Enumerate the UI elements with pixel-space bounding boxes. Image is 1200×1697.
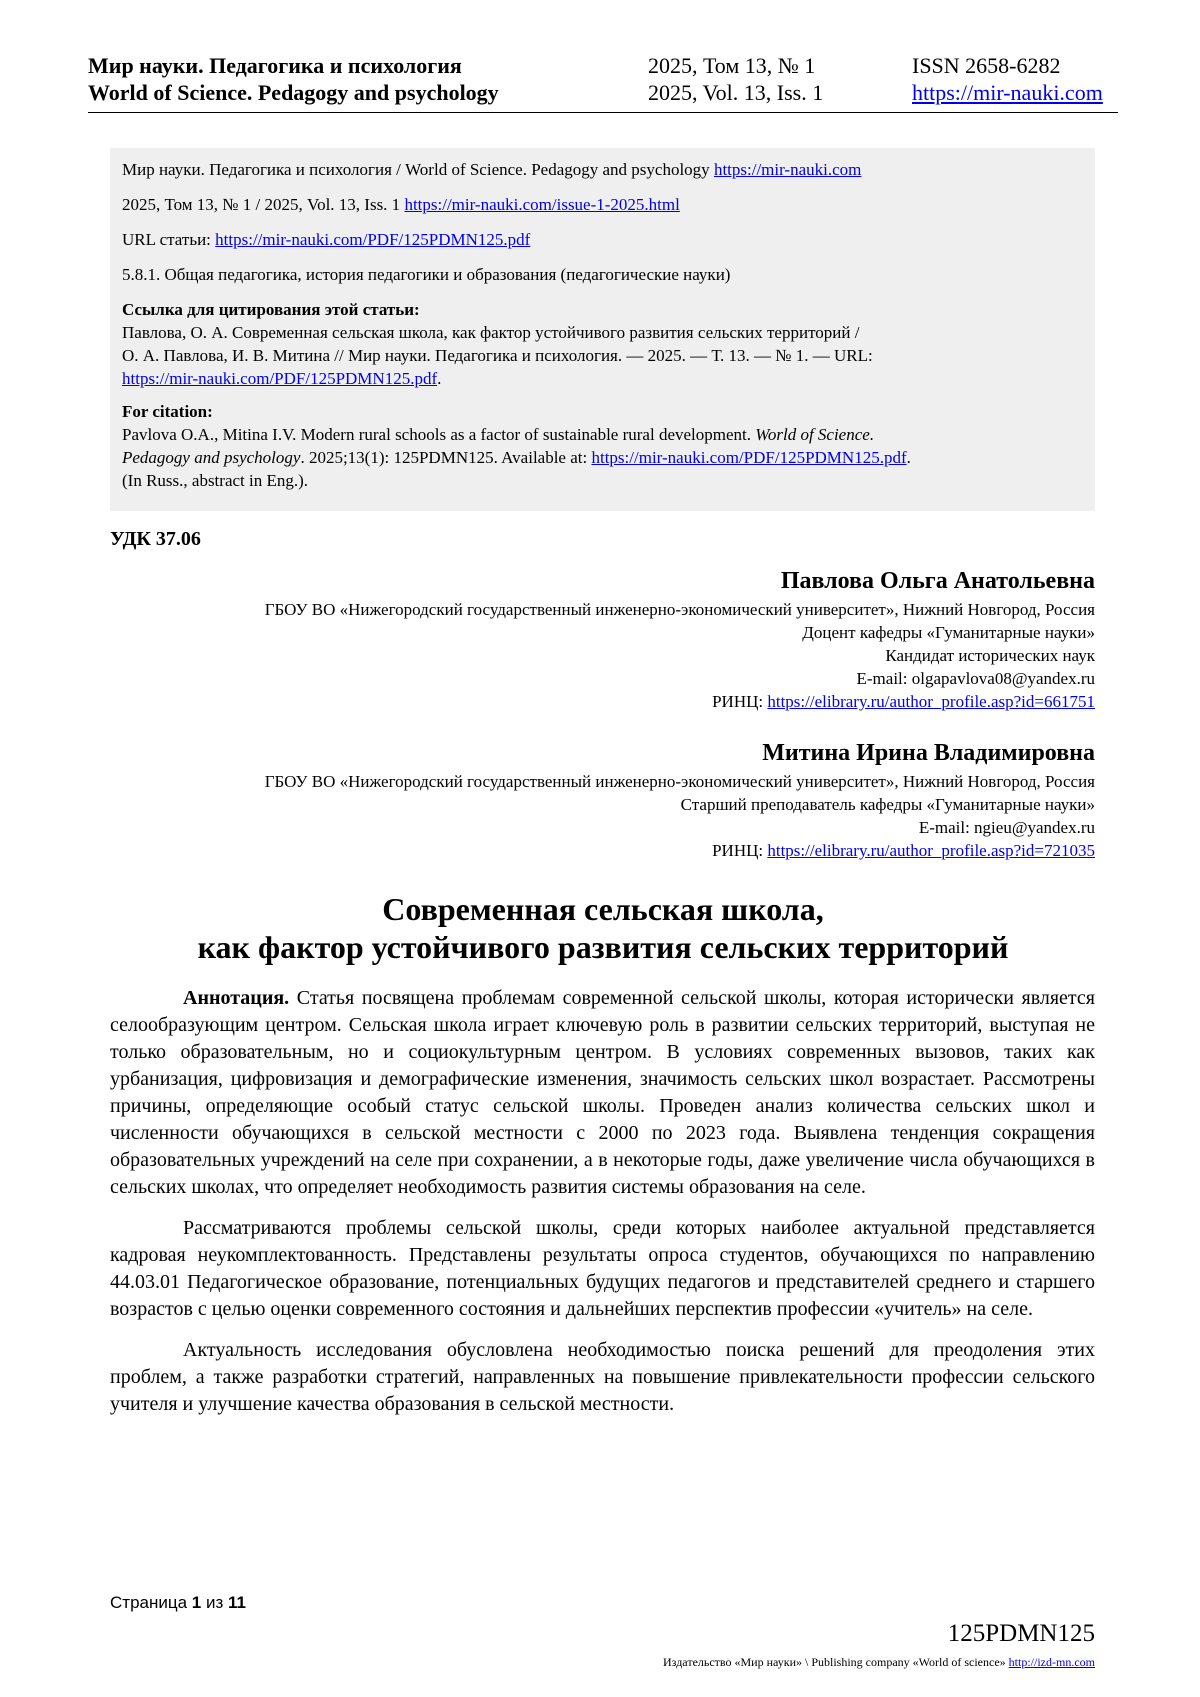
issue-en: 2025, Vol. 13, Iss. 1 — [648, 80, 824, 105]
author-degree: Кандидат исторических наук — [885, 646, 1095, 665]
info-issue: 2025, Том 13, № 1 / 2025, Vol. 13, Iss. 1 https://mir-nauki.com/issue-1-2025.html — [122, 195, 680, 214]
issue-link[interactable]: https://mir-nauki.com/issue-1-2025.html — [404, 195, 680, 214]
info-url: URL статьи: https://mir-nauki.com/PDF/125PDMN125.pdf — [122, 230, 531, 249]
author-org: ГБОУ ВО «Нижегородский государственный инженерно-экономический университет», Нижний Новгород, Россия — [264, 772, 1095, 791]
page-number: Страница 1 из 11 — [110, 1593, 246, 1612]
rinc-link[interactable]: https://elibrary.ru/author_profile.asp?id=721035 — [767, 841, 1095, 860]
journal-title-en: World of Science. Pedagogy and psychology — [88, 80, 499, 105]
author-name: Павлова Ольга Анатольевна — [780, 568, 1095, 594]
abstract-paragraph-1: Аннотация. Статья посвящена проблемам современной сельской школы, которая исторически является селообразующим центром. Сельская школа играет ключевую роль в развитии сельских территорий, выступая не только образовательным, но и социокультурным центром. В условиях современных вызовов, таких как урбанизация, цифровизация и демографические изменения, значимость сельских школ возрастает. Рассмотрены причины, определяющие особый статус сельской школы. Проведен анализ количества сельских школ и численности обучающихся в сельской местности с 2000 по 2023 года. Выявлена тенденция сокращения образовательных учреждений на селе при сохранении, а в некоторые годы, даже увеличение числа обучающихся в сельских школах, что определяет необходимость развития системы образования на селе. — [110, 987, 1095, 1198]
author-block-2 — [265, 738, 1095, 862]
author-rinc: РИНЦ: https://elibrary.ru/author_profile.asp?id=661751 — [712, 692, 1095, 711]
info-journal: Мир науки. Педагогика и психология / World of Science. Pedagogy and psychology https://mir-nauki.com — [122, 160, 862, 179]
article-url-link[interactable]: https://mir-nauki.com/PDF/125PDMN125.pdf — [215, 230, 531, 249]
author-email: E-mail: ngieu@yandex.ru — [918, 818, 1095, 837]
journal-title-ru: Мир науки. Педагогика и психология — [88, 53, 462, 78]
header-issue — [648, 52, 823, 106]
citation-en-link[interactable]: https://mir-nauki.com/PDF/125PDMN125.pdf — [591, 448, 907, 467]
site-link[interactable]: https://mir-nauki.com — [912, 80, 1103, 105]
article-info-box — [110, 148, 1095, 511]
author-position: Доцент кафедры «Гуманитарные науки» — [802, 623, 1095, 642]
citation-en: For citation: Pavlova O.A., Mitina I.V. Modern rural schools as a factor of sustainable rural development. World of Science. Pedagogy and psychology. 2025;13(1): 125PDMN125. Available at: https://mir-nauki.com/PDF/125PDMN125.pdf. (In Russ., abstract in Eng.). — [122, 400, 1083, 492]
citation-en-heading: For citation: — [122, 402, 213, 421]
publisher-link[interactable]: http://izd-mn.com — [1008, 1655, 1095, 1669]
citation-ru-heading: Ссылка для цитирования этой статьи: — [122, 300, 420, 319]
issn: ISSN 2658-6282 — [912, 53, 1061, 78]
journal-link[interactable]: https://mir-nauki.com — [713, 160, 862, 179]
publisher-line: Издательство «Мир науки» \ Publishing company «World of science» http://izd-mn.com — [663, 1655, 1095, 1669]
info-speciality: 5.8.1. Общая педагогика, история педагогики и образования (педагогические науки) — [122, 265, 731, 284]
rinc-link[interactable]: https://elibrary.ru/author_profile.asp?id=661751 — [767, 692, 1095, 711]
page-header — [88, 52, 1118, 113]
abstract-label: Аннотация. — [183, 987, 290, 1009]
udk-code: УДК 37.06 — [110, 528, 201, 550]
header-issn — [912, 52, 1103, 106]
citation-ru: Ссылка для цитирования этой статьи: Павлова, О. А. Современная сельская школа, как фактор устойчивого развития сельских территорий / О. А. Павлова, И. В. Митина // Мир науки. Педагогика и психология. — 2025. — Т. 13. — № 1. — URL: https://mir-nauki.com/PDF/125PDMN125.pdf. — [122, 298, 1083, 390]
abstract — [110, 985, 1095, 1432]
author-rinc: РИНЦ: https://elibrary.ru/author_profile.asp?id=721035 — [712, 841, 1095, 860]
author-position: Старший преподаватель кафедры «Гуманитарные науки» — [680, 795, 1095, 814]
author-email: E-mail: olgapavlova08@yandex.ru — [856, 669, 1095, 688]
author-org: ГБОУ ВО «Нижегородский государственный инженерно-экономический университет», Нижний Новгород, Россия — [264, 600, 1095, 619]
citation-ru-link[interactable]: https://mir-nauki.com/PDF/125PDMN125.pdf — [122, 369, 438, 388]
abstract-paragraph-2: Рассматриваются проблемы сельской школы, среди которых наиболее актуальной представляется кадровая неукомплектованность. Представлены результаты опроса студентов, обучающихся по направлению 44.03.01 Педагогическое образование, потенциальных будущих педагогов и представителей среднего и старшего возрастов с целью оценки современного состояния и дальнейших перспектив профессии «учитель» на селе. — [110, 1217, 1095, 1320]
header-journal — [88, 52, 499, 106]
issue-ru: 2025, Том 13, № 1 — [648, 53, 816, 78]
author-block-1 — [265, 566, 1095, 713]
author-name: Митина Ирина Владимировна — [762, 740, 1095, 766]
article-title: Современная сельская школа, как фактор устойчивого развития сельских территорий — [197, 891, 1009, 965]
article-code: 125PDMN125 — [947, 1620, 1095, 1647]
abstract-paragraph-3: Актуальность исследования обусловлена необходимостью поиска решений для преодоления этих проблем, а также разработки стратегий, направленных на повышение привлекательности профессии сельского учителя и улучшение качества образования в сельской местности. — [110, 1339, 1095, 1415]
